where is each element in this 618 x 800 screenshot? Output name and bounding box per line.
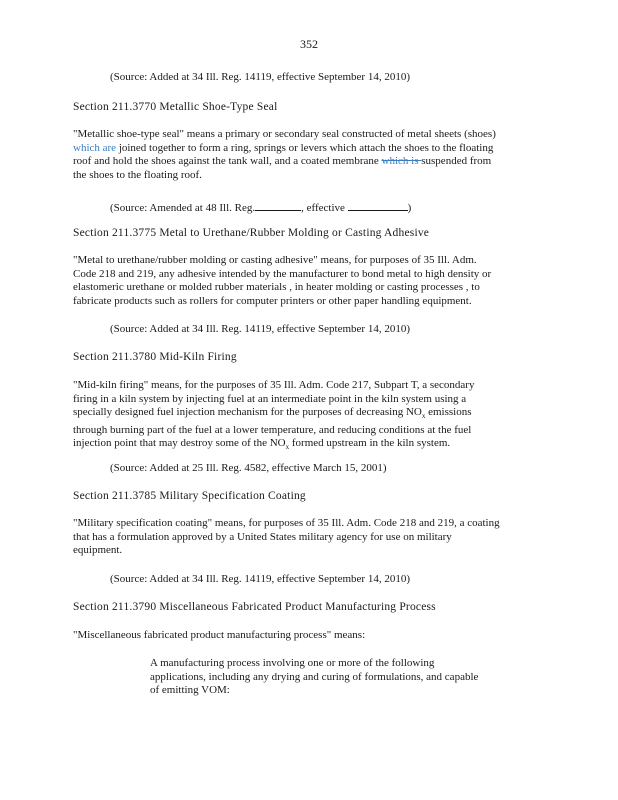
- section-paragraph: [73, 254, 543, 308]
- source-prefix: (Source: Amended at 48 Ill. Reg.: [110, 202, 256, 214]
- paragraph-line: applications, including any drying and curing of formulations, and capable: [150, 670, 479, 683]
- paragraph-line: elastomeric urethane or molded rubber materials , in heater molding or casting processes , to: [73, 281, 480, 293]
- section-paragraph: [73, 629, 543, 643]
- inserted-text: which are: [73, 141, 117, 154]
- paragraph-line: "Metallic shoe-type seal" means a primary or secondary seal constructed of metal sheets (shoes): [73, 128, 496, 140]
- paragraph-line: "Miscellaneous fabricated product manufacturing process" means:: [73, 629, 366, 641]
- line-text: formed upstream in the kiln system.: [289, 437, 451, 450]
- subscript: x: [421, 412, 426, 421]
- page-number: 352: [300, 37, 318, 51]
- paragraph-line: equipment.: [73, 544, 123, 556]
- source-note: (Source: Added at 34 Ill. Reg. 14119, effective September 14, 2010): [110, 71, 410, 83]
- section-heading: Section 211.3770 Metallic Shoe-Type Seal: [73, 101, 278, 113]
- source-note: (Source: Added at 34 Ill. Reg. 14119, effective September 14, 2010): [110, 573, 410, 585]
- paragraph-line: "Mid-kiln firing" means, for the purposes of 35 Ill. Adm. Code 217, Subpart T, a secondary: [73, 379, 475, 391]
- section-paragraph: [73, 128, 543, 182]
- paragraph-line: through burning part of the fuel at a lower temperature, and reducing conditions at the fuel: [73, 423, 472, 436]
- section-heading: Section 211.3775 Metal to Urethane/Rubber Molding or Casting Adhesive: [73, 227, 430, 239]
- section-heading: Section 211.3780 Mid-Kiln Firing: [73, 351, 237, 363]
- source-note: (Source: Added at 34 Ill. Reg. 14119, effective September 14, 2010): [110, 323, 410, 335]
- paragraph-line: Code 218 and 219, any adhesive intended by the manufacturer to bond metal to high density or: [73, 267, 492, 280]
- paragraph-line: of emitting VOM:: [150, 684, 230, 696]
- line-text: emissions: [425, 406, 472, 418]
- paragraph-line: [73, 155, 543, 169]
- paragraph-line: "Metal to urethane/rubber molding or casting adhesive" means, for purposes of 35 Ill. Adm.: [73, 254, 477, 266]
- paragraph-line: that has a formulation approved by a United States military agency for use on military: [73, 530, 452, 543]
- source-suffix: ): [407, 202, 412, 214]
- source-middle: , effective: [301, 202, 348, 214]
- subscript: x: [285, 443, 290, 452]
- section-heading: Section 211.3790 Miscellaneous Fabricated Product Manufacturing Process: [73, 601, 436, 613]
- paragraph-line: "Military specification coating" means, for purposes of 35 Ill. Adm. Code 218 and 219, a coating: [73, 517, 500, 529]
- paragraph-line: [73, 437, 543, 455]
- line-text: suspended from: [421, 155, 492, 167]
- blank-line: [348, 200, 408, 211]
- line-text: specially designed fuel injection mechanism for the purposes of decreasing NO: [73, 406, 422, 418]
- indented-paragraph: [150, 657, 530, 698]
- section-paragraph: [73, 379, 543, 455]
- deleted-text: which is: [381, 155, 422, 167]
- section-paragraph: [73, 517, 543, 558]
- line-text: roof and hold the shoes against the tank wall, and a coated membrane: [73, 155, 382, 167]
- paragraph-line: [73, 406, 543, 424]
- line-text: injection point that may destroy some of the NO: [73, 437, 286, 450]
- paragraph-line: firing in a kiln system by injecting fuel at an intermediate point in the kiln system using a: [73, 392, 467, 405]
- blank-line: [255, 200, 301, 211]
- line-text: joined together to form a ring, springs or levers which attach the shoes to the floating: [116, 141, 494, 154]
- paragraph-line: the shoes to the floating roof.: [73, 168, 202, 181]
- paragraph-line: A manufacturing process involving one or more of the following: [150, 657, 435, 669]
- section-heading: Section 211.3785 Military Specification Coating: [73, 490, 306, 502]
- paragraph-line: fabricate products such as rollers for computer printers or other paper handling equipment.: [73, 294, 472, 307]
- source-note: [110, 200, 411, 214]
- paragraph-line: [73, 142, 543, 156]
- source-note: (Source: Added at 25 Ill. Reg. 4582, effective March 15, 2001): [110, 462, 387, 474]
